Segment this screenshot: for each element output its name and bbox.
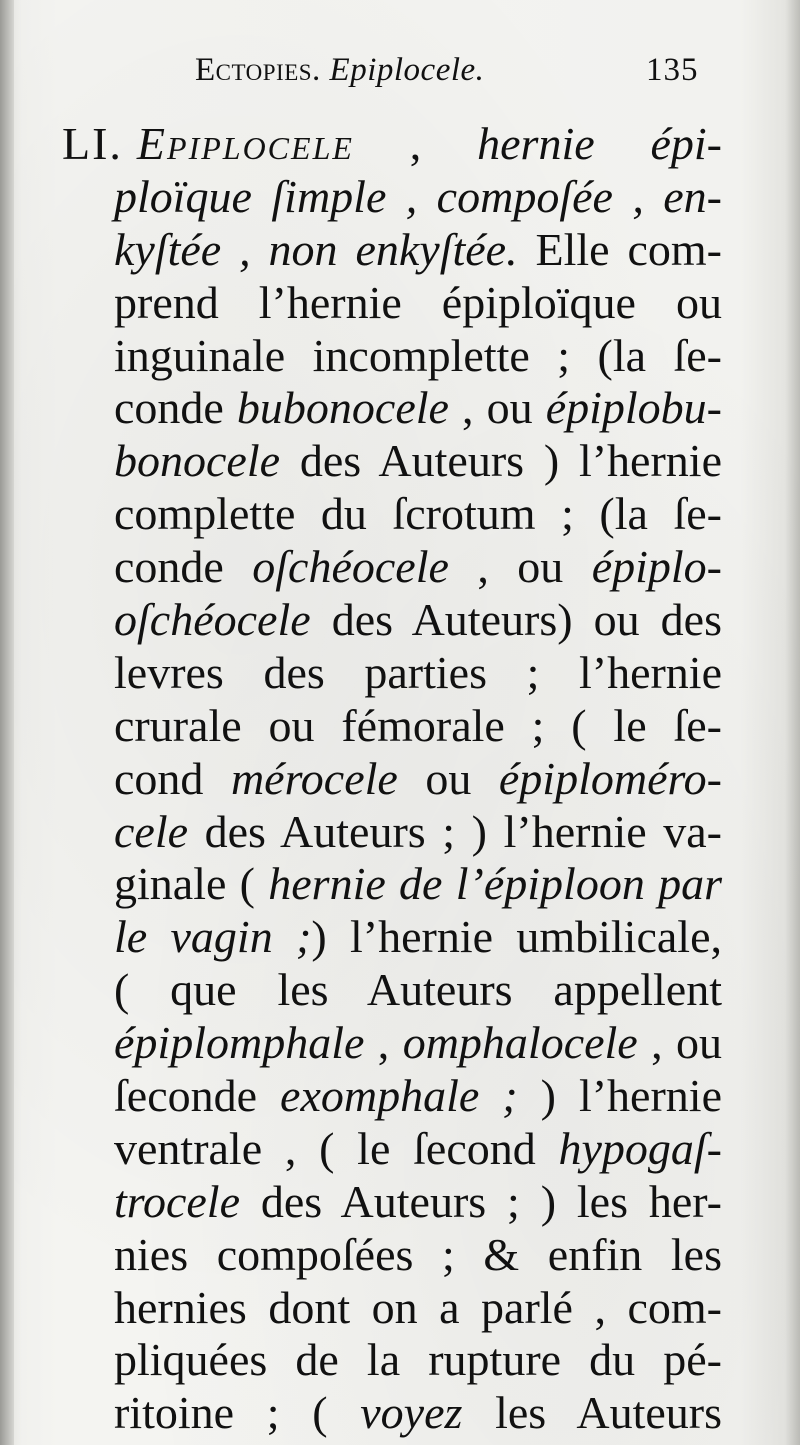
- text-segment: des Auteurs ) l’hernie: [280, 435, 722, 487]
- text-line: [62, 1387, 722, 1440]
- text-segment: prend l’hernie épiploïque ou: [114, 276, 722, 328]
- page-number: 135: [646, 52, 699, 88]
- text-line: [62, 541, 722, 594]
- running-head: [195, 52, 484, 89]
- text-line: [62, 911, 722, 964]
- text-segment: exomphale ;: [280, 1070, 518, 1122]
- text-line: [62, 647, 722, 700]
- text-line: [62, 1334, 722, 1387]
- text-segment: hernies dont on a parlé , com-: [114, 1281, 722, 1333]
- text-segment: épiplomphale: [114, 1017, 365, 1069]
- text-segment: oſchéocele: [252, 541, 449, 593]
- text-segment: nies compoſées ; & enfin les: [114, 1228, 722, 1280]
- page-gutter-shadow: [0, 0, 14, 1445]
- section-number: LI.: [62, 118, 123, 169]
- running-head-section: Ectopies.: [195, 52, 321, 88]
- text-segment: inguinale incomplette ; (la ſe-: [114, 329, 722, 381]
- text-segment: ) l’hernie: [517, 1070, 722, 1122]
- text-segment: ,: [353, 118, 478, 169]
- text-line: [62, 1229, 722, 1282]
- text-segment: omphalocele: [402, 1017, 638, 1069]
- text-segment: épiplo-: [591, 541, 722, 593]
- text-line: [62, 382, 722, 435]
- text-segment: trocele: [114, 1175, 241, 1227]
- text-line: [62, 171, 722, 224]
- text-segment: kyſtée , non enkyſtée.: [114, 223, 518, 275]
- text-segment: ploïque ſimple , compoſée , en-: [114, 170, 722, 222]
- text-segment: cond: [114, 752, 231, 804]
- text-segment: épiploméro-: [498, 752, 723, 804]
- text-line: [62, 277, 722, 330]
- text-segment: cele: [114, 805, 189, 857]
- text-line: [62, 1282, 722, 1335]
- text-segment: ( que les Auteurs appellent: [114, 964, 722, 1016]
- text-segment: bonocele: [114, 435, 281, 487]
- text-segment: des Auteurs) ou des: [310, 594, 722, 646]
- text-segment: ) l’hernie umbilicale,: [311, 911, 722, 963]
- text-line: [62, 700, 722, 753]
- text-line: [62, 594, 722, 647]
- text-line: [62, 118, 722, 171]
- text-segment: complette du ſcrotum ; (la ſe-: [114, 488, 722, 540]
- text-segment: , ou: [637, 1017, 722, 1069]
- text-segment: ſeconde: [114, 1070, 281, 1122]
- text-segment: hypogaſ-: [558, 1122, 722, 1174]
- text-segment: ritoine ; (: [114, 1387, 361, 1439]
- text-segment: , ou: [448, 541, 592, 593]
- text-line: [62, 224, 722, 277]
- text-segment: voyez: [360, 1387, 463, 1439]
- text-segment: conde: [114, 541, 253, 593]
- text-line: [62, 964, 722, 1017]
- text-segment: hernie épi-: [477, 118, 723, 169]
- text-line: [62, 1176, 722, 1229]
- running-head-topic: Epiplocele.: [329, 52, 485, 88]
- text-segment: épiplobu-: [545, 382, 722, 434]
- text-line: [62, 1017, 722, 1070]
- text-segment: ou: [397, 752, 499, 804]
- text-segment: , ou: [448, 382, 546, 434]
- text-line: [62, 806, 722, 859]
- text-segment: crurale ou fémorale ; ( le ſe-: [114, 699, 722, 751]
- text-line: [62, 1070, 722, 1123]
- text-segment: mérocele: [230, 752, 398, 804]
- text-segment: levres des parties ; l’hernie: [114, 646, 722, 698]
- page-header: [0, 48, 800, 98]
- entry-title: Epiplocele: [136, 118, 354, 169]
- text-line: [62, 753, 722, 806]
- text-line: [62, 1123, 722, 1176]
- text-segment: Elle com-: [517, 223, 722, 275]
- text-segment: ginale (: [114, 858, 269, 910]
- text-segment: bubonocele: [236, 382, 449, 434]
- text-segment: hernie de l’épiploon par: [268, 858, 722, 910]
- text-line: [62, 858, 722, 911]
- text-segment: le vagin ;: [114, 911, 312, 963]
- text-segment: ,: [364, 1017, 403, 1069]
- text-segment: des Auteurs ; ) les her-: [240, 1175, 722, 1227]
- body-text: [62, 118, 722, 1440]
- text-segment: ventrale , ( le ſecond: [114, 1122, 559, 1174]
- text-line: [62, 488, 722, 541]
- text-segment: les Auteurs: [462, 1387, 722, 1439]
- text-segment: des Auteurs ; ) l’hernie va-: [188, 805, 722, 857]
- text-segment: pliquées de la rupture du pé-: [114, 1334, 722, 1386]
- text-line: [62, 330, 722, 383]
- text-segment: oſchéocele: [114, 594, 311, 646]
- text-line: [62, 435, 722, 488]
- text-segment: conde: [114, 382, 237, 434]
